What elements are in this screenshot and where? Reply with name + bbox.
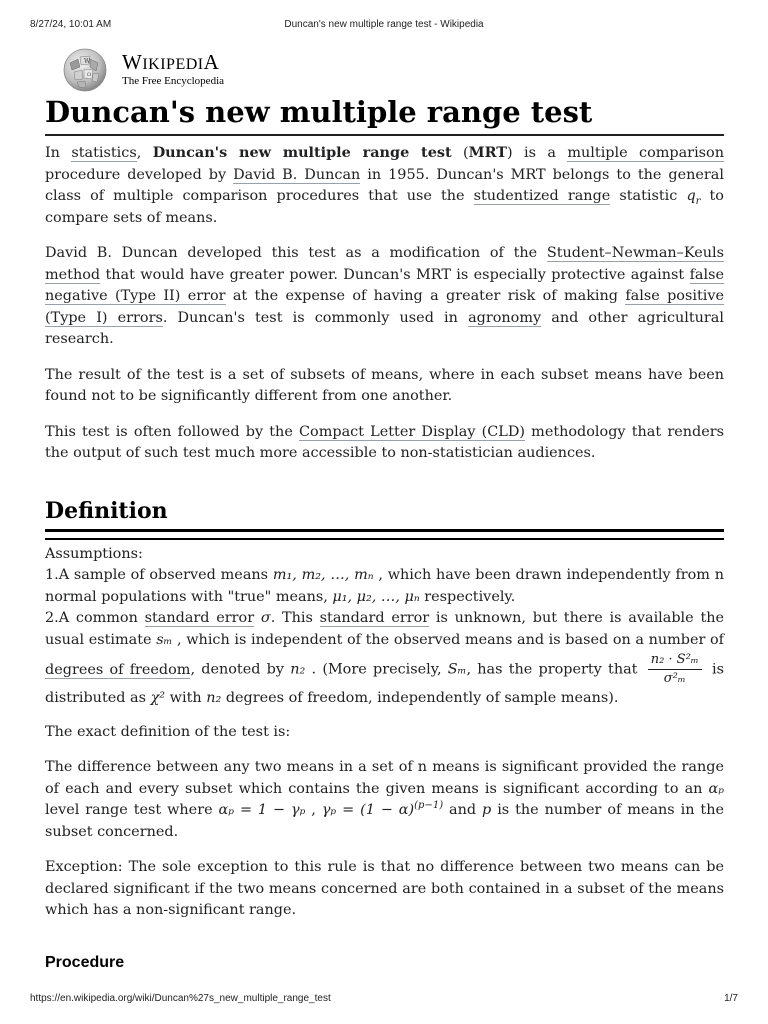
fraction-numerator: n₂ · S²ₘ (648, 651, 702, 670)
intro-text: , (136, 145, 153, 161)
section-rule (45, 529, 724, 540)
math-n2: n₂ (206, 690, 222, 706)
print-title: Duncan's new multiple range test - Wikipedia (284, 19, 484, 30)
link-snk-method[interactable]: Student–Newman–Keuls method (45, 245, 724, 283)
intro-text: to compare sets of means. (45, 188, 724, 226)
svg-text:W: W (84, 58, 91, 65)
svg-text:Ω: Ω (87, 72, 92, 78)
wordmark-w: W (122, 50, 143, 74)
link-agronomy[interactable]: agronomy (468, 309, 542, 326)
text: is unknown, but there is available the usual estimate (45, 610, 725, 648)
section-heading-definition: Definition (45, 497, 168, 524)
text: . Duncan's test is commonly used in (162, 309, 469, 326)
print-url: https://en.wikipedia.org/wiki/Duncan%27s_new_multiple_range_test (30, 993, 331, 1004)
intro-paragraph (45, 142, 724, 229)
intro-text: in 1955. Duncan's MRT belongs to the general class of multiple comparison procedures that use the (45, 166, 724, 204)
wordmark-a: A (203, 50, 220, 74)
paragraph-cld (45, 422, 724, 465)
text: . (More precisely, (305, 661, 448, 678)
page-title: Duncan's new multiple range test (45, 95, 593, 129)
math-means: m₁, m₂, …, mₙ (272, 567, 374, 583)
math-fraction (648, 651, 702, 688)
math-sm: sₘ (156, 631, 173, 648)
link-cld[interactable]: Compact Letter Display (CLD) (299, 423, 525, 440)
text: at the expense of having a greater risk of making (225, 288, 626, 304)
text (254, 610, 261, 626)
math-q: q (686, 188, 696, 204)
exception-paragraph: Exception: The sole exception to this rule is that no difference between two means can be declared significant if the two means concerned are both contained in a subset of the means which has a non-significant range. (45, 859, 724, 918)
math-p: p (482, 802, 492, 818)
article-content (45, 92, 724, 972)
link-studentized-range[interactable]: studentized range (473, 188, 611, 204)
wikipedia-globe-icon (60, 45, 110, 95)
math-eq-gamma-sup: (p−1) (414, 800, 444, 812)
math-alpha-p: αₚ (708, 780, 724, 797)
text: 1.A sample of observed means (45, 567, 273, 583)
text: is the number of means in the subset concerned. (45, 802, 724, 840)
text: , has the property that (466, 661, 644, 678)
term-bold-mrt: MRT (468, 144, 507, 161)
text: respectively. (419, 588, 516, 605)
link-david-duncan[interactable]: David B. Duncan (233, 166, 361, 183)
link-standard-error[interactable]: standard error (144, 610, 255, 626)
text: The difference between any two means in a set of n means is significant provided the range of each and every subset which contains the given means is significant according to an (45, 759, 724, 797)
text: , denoted by (190, 661, 291, 678)
math-true-means: μ₁, μ₂, …, μₙ (332, 588, 420, 605)
section-heading-procedure: Procedure (45, 953, 125, 971)
print-datetime: 8/27/24, 10:01 AM (30, 19, 112, 30)
paragraph-result: The result of the test is a set of subsets of means, where in each subset means have been found not to be significantly different from one another. (45, 366, 724, 404)
text: methodology that renders the output of such test much more accessible to non-statistician audiences. (45, 423, 724, 461)
math-n2: n₂ (290, 661, 306, 678)
intro-text: statistic (610, 188, 687, 204)
intro-text: ) is a (507, 145, 568, 161)
intro-text: ( (451, 145, 469, 161)
print-footer (30, 993, 738, 1007)
link-statistics[interactable]: statistics (71, 145, 137, 161)
assumption-2 (45, 608, 724, 710)
definition-rule (45, 757, 724, 843)
math-sigma: σ (260, 610, 271, 626)
text: , which have been drawn independently from n normal populations with "true" means, (45, 567, 724, 605)
link-false-negative[interactable]: false negative (Type II) error (45, 266, 724, 304)
text: , which is independent of the observed means and is based on a number of (172, 631, 724, 648)
link-multiple-comparison[interactable]: multiple comparison (567, 145, 724, 161)
text: This test is often followed by the (45, 423, 300, 440)
text: level range test where (45, 802, 219, 818)
text: is distributed as (45, 661, 725, 706)
link-standard-error-2[interactable]: standard error (319, 610, 430, 626)
math-chi-squared: χ² (150, 690, 166, 706)
intro-text: In (45, 145, 72, 161)
math-eq-gamma: γₚ = (1 − α) (321, 802, 415, 818)
paragraph-history (45, 243, 724, 351)
text: and (443, 802, 483, 818)
text: 2.A common (45, 610, 145, 626)
text: . This (270, 610, 320, 626)
text: with (165, 690, 207, 706)
intro-text: procedure developed by (45, 166, 234, 183)
text: , (305, 802, 322, 818)
assumptions-label: Assumptions: (45, 545, 143, 562)
print-header (30, 19, 738, 33)
math-eq-alpha: αₚ = 1 − γₚ (218, 802, 306, 818)
wordmark (122, 50, 219, 75)
link-degrees-of-freedom[interactable]: degrees of freedom (45, 661, 191, 678)
math-q-sub: r (695, 195, 701, 207)
text: that would have greater power. Duncan's MRT is especially protective against (100, 266, 690, 283)
wordmark-rest: IKIPEDI (142, 56, 204, 73)
text: and other agricultural research. (45, 309, 724, 347)
text: David B. Duncan developed this test as a modification of the (45, 245, 547, 261)
tagline: The Free Encyclopedia (122, 75, 225, 87)
title-rule (45, 134, 724, 136)
link-false-positive[interactable]: false positive (Type I) errors (45, 288, 724, 326)
math-Sm: Sₘ (447, 661, 467, 678)
exact-definition-intro: The exact definition of the test is: (45, 723, 291, 740)
term-bold: Duncan's new multiple range test (152, 144, 452, 161)
assumption-1 (45, 565, 724, 608)
text: degrees of freedom, independently of sample means). (221, 690, 619, 706)
print-page-number: 1/7 (724, 993, 738, 1004)
fraction-denominator: σ²ₘ (663, 671, 686, 686)
